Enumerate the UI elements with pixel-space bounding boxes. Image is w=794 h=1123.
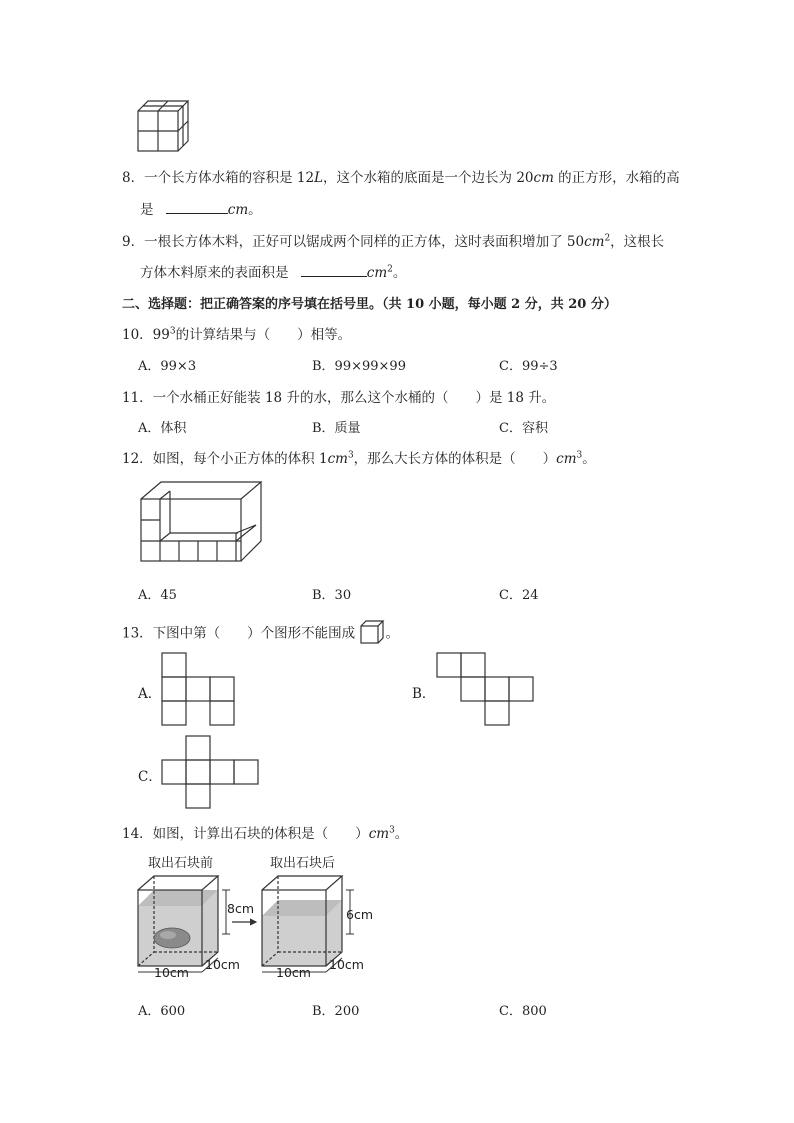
q10-option-c[interactable]: C．99÷3: [499, 359, 558, 374]
q8-line2: [140, 198, 262, 218]
q14-height-before: 8cm: [227, 901, 255, 916]
q13-label-b[interactable]: B．: [412, 686, 436, 702]
q8-unit-l: L: [314, 170, 324, 186]
q9-answer-sup: 2: [387, 264, 393, 275]
q12-option-c[interactable]: C．24: [499, 588, 539, 603]
q14-option-b[interactable]: B．200: [312, 1004, 360, 1019]
q9-unit: cm: [584, 234, 605, 250]
q9-text-c: 方体木料原来的表面积是: [140, 265, 289, 281]
q9-line2: [140, 261, 406, 281]
q14-sup: 3: [389, 825, 395, 836]
q14-before-label: 取出石块前: [148, 856, 214, 871]
q10-text-a: 10．99: [122, 327, 170, 343]
q13-net-b: [435, 651, 537, 726]
q14-height-after: 6cm: [346, 907, 374, 922]
q8-text-b: ，这个水箱的底面是一个边长为 20: [323, 170, 534, 186]
q14-width-after: 10cm: [276, 965, 311, 980]
q11-option-c[interactable]: C．容积: [499, 421, 548, 436]
small-cube-icon: [359, 619, 385, 645]
q8-text-a: 8．一个长方体水箱的容积是 12: [122, 170, 315, 186]
q11-option-a[interactable]: A．体积: [138, 421, 187, 436]
q13-stem: [122, 621, 399, 647]
q13-net-c: [160, 734, 262, 809]
q12-box-figure: [138, 479, 266, 565]
q12-text-b: ，那么大长方体的体积是（ ）: [353, 451, 557, 467]
q12-unit-2: cm: [556, 451, 577, 467]
q9-text-b: ，这根长: [610, 234, 665, 250]
q12-end: 。: [582, 451, 596, 467]
q11-option-b[interactable]: B．质量: [312, 421, 361, 436]
q14-option-c[interactable]: C．800: [499, 1004, 547, 1019]
q13-net-a: [160, 651, 238, 726]
q10-option-a[interactable]: A．99×3: [138, 359, 197, 374]
q8-answer-blank[interactable]: [166, 199, 228, 214]
q8-text-c: 的正方形，水箱的高: [553, 170, 680, 186]
q9-text-a: 9．一根长方体木料，正好可以锯成两个同样的正方体，这时表面积增加了 50: [122, 234, 585, 250]
q10-stem: [122, 323, 351, 343]
q9-line1: [122, 230, 664, 250]
q8-unit-cm: cm: [533, 170, 554, 186]
q13-label-c[interactable]: C．: [138, 769, 162, 785]
q14-stem: [122, 822, 408, 842]
q8-end: 。: [248, 202, 262, 218]
q10-sup: 3: [169, 326, 176, 337]
q12-sup: 3: [347, 450, 354, 461]
q9-end: 。: [392, 265, 407, 281]
q14-end: 。: [394, 826, 409, 842]
q14-depth-before: 10cm: [205, 957, 240, 972]
q14-text-a: 14．如图，计算出石块的体积是（ ）: [122, 826, 369, 842]
q13-text-a: 13．下图中第（ ）个图形不能围成: [122, 625, 356, 642]
cube-stack-figure: [136, 99, 192, 153]
q14-unit: cm: [368, 826, 390, 842]
q14-width-before: 10cm: [154, 965, 189, 980]
q11-stem: 11．一个水桶正好能装 18 升的水，那么这个水桶的（ ）是 18 升。: [122, 390, 556, 406]
q14-depth-after: 10cm: [329, 957, 364, 972]
q12-text-a: 12．如图，每个小正方体的体积 1: [122, 451, 328, 467]
section-2-heading: 二、选择题：把正确答案的序号填在括号里。（共 10 小题，每小题 2 分，共 20 分）: [122, 297, 617, 312]
q13-end: 。: [385, 625, 399, 642]
q9-answer-blank[interactable]: [301, 262, 367, 277]
q10-option-b[interactable]: B．99×99×99: [312, 359, 406, 374]
q12-stem: [122, 447, 596, 467]
q9-sup: 2: [604, 233, 611, 244]
q12-option-b[interactable]: B．30: [312, 588, 352, 603]
q12-sup-2: 3: [576, 450, 583, 461]
q8-line1: [122, 166, 680, 186]
q14-option-a[interactable]: A．600: [138, 1004, 186, 1019]
q8-text-d: 是: [140, 202, 154, 218]
q12-unit: cm: [327, 451, 348, 467]
q13-label-a[interactable]: A．: [138, 686, 162, 702]
q9-answer-unit: cm: [366, 265, 388, 281]
q8-answer-unit: cm: [227, 202, 249, 218]
q10-text-b: 的计算结果与（ ）相等。: [175, 327, 352, 343]
q12-option-a[interactable]: A．45: [138, 588, 177, 603]
q14-after-label: 取出石块后: [270, 856, 336, 871]
